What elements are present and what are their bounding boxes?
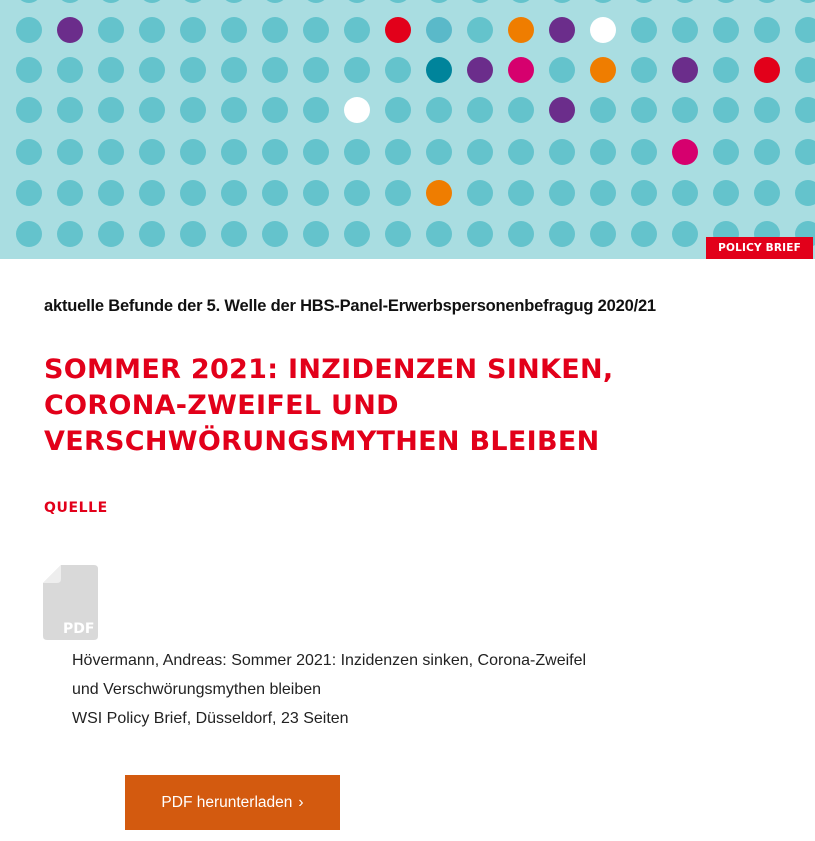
pattern-dot xyxy=(16,180,42,206)
pattern-dot xyxy=(549,57,575,83)
pattern-dot xyxy=(16,97,42,123)
pattern-dot xyxy=(672,0,698,3)
pattern-dot xyxy=(795,17,815,43)
pattern-dot xyxy=(262,17,288,43)
pattern-dot xyxy=(508,17,534,43)
pattern-dot xyxy=(344,0,370,3)
pattern-dot xyxy=(426,0,452,3)
pattern-dot xyxy=(16,139,42,165)
pattern-dot xyxy=(139,139,165,165)
pattern-dot xyxy=(590,17,616,43)
pattern-dot xyxy=(672,221,698,247)
pattern-dot xyxy=(344,97,370,123)
pattern-dot xyxy=(139,57,165,83)
pattern-dot xyxy=(139,180,165,206)
pattern-dot xyxy=(549,0,575,3)
pattern-dot xyxy=(631,97,657,123)
pattern-dot xyxy=(467,139,493,165)
pattern-dot xyxy=(795,0,815,3)
pattern-dot xyxy=(467,57,493,83)
pattern-dot xyxy=(426,139,452,165)
pattern-dot xyxy=(672,17,698,43)
pattern-dot xyxy=(713,139,739,165)
pattern-dot xyxy=(180,180,206,206)
pattern-dot xyxy=(713,0,739,3)
pattern-dot xyxy=(590,57,616,83)
pattern-dot xyxy=(631,221,657,247)
pattern-dot xyxy=(508,0,534,3)
pattern-dot xyxy=(221,97,247,123)
pattern-dot xyxy=(754,97,780,123)
pattern-dot xyxy=(590,180,616,206)
pattern-dot xyxy=(672,139,698,165)
pattern-dot xyxy=(221,180,247,206)
pattern-dot xyxy=(631,139,657,165)
citation-line: und Verschwörungsmythen bleiben xyxy=(72,681,322,698)
pattern-dot xyxy=(262,97,288,123)
pattern-dot xyxy=(385,139,411,165)
pattern-dot xyxy=(508,221,534,247)
pattern-dot xyxy=(180,57,206,83)
pattern-dot xyxy=(754,17,780,43)
pattern-dot xyxy=(98,139,124,165)
pattern-dot xyxy=(467,180,493,206)
pattern-dot xyxy=(57,17,83,43)
pattern-dot xyxy=(426,17,452,43)
pattern-dot xyxy=(631,17,657,43)
header-banner xyxy=(0,0,815,259)
pattern-dot xyxy=(467,0,493,3)
pattern-dot xyxy=(549,17,575,43)
pattern-dot xyxy=(180,97,206,123)
pattern-dot xyxy=(221,17,247,43)
pdf-file-icon[interactable] xyxy=(43,565,98,640)
pattern-dot xyxy=(385,180,411,206)
pattern-dot xyxy=(754,139,780,165)
citation-line: Hövermann, Andreas: Sommer 2021: Inzidenzen sinken, Corona-Zweifel xyxy=(72,652,587,669)
pattern-dot xyxy=(467,97,493,123)
pattern-dot xyxy=(344,221,370,247)
pattern-dot xyxy=(672,180,698,206)
pattern-dot xyxy=(98,0,124,3)
pattern-dot xyxy=(262,57,288,83)
pattern-dot xyxy=(713,97,739,123)
pattern-dot xyxy=(303,139,329,165)
pattern-dot xyxy=(754,180,780,206)
pattern-dot xyxy=(713,57,739,83)
pattern-dot xyxy=(180,139,206,165)
pattern-dot xyxy=(508,180,534,206)
pattern-dot xyxy=(262,0,288,3)
pattern-dot xyxy=(549,180,575,206)
pattern-dot xyxy=(57,139,83,165)
download-pdf-button[interactable] xyxy=(125,775,340,830)
pattern-dot xyxy=(344,139,370,165)
pattern-dot xyxy=(98,17,124,43)
policy-brief-badge: POLICY BRIEF xyxy=(706,237,813,259)
pattern-dot xyxy=(590,139,616,165)
pattern-dot xyxy=(98,97,124,123)
pdf-icon-label: PDF xyxy=(63,621,95,637)
pattern-dot xyxy=(508,97,534,123)
pattern-dot xyxy=(221,0,247,3)
pattern-dot xyxy=(16,221,42,247)
pattern-dot xyxy=(139,221,165,247)
pattern-dot xyxy=(16,57,42,83)
pattern-dot xyxy=(385,17,411,43)
pattern-dot xyxy=(303,180,329,206)
pattern-dot xyxy=(262,180,288,206)
pattern-dot xyxy=(303,17,329,43)
pattern-dot xyxy=(713,17,739,43)
pattern-dot xyxy=(180,17,206,43)
pattern-dot xyxy=(262,139,288,165)
pattern-dot xyxy=(180,0,206,3)
pattern-dot xyxy=(508,57,534,83)
pattern-dot xyxy=(221,57,247,83)
pattern-dot xyxy=(344,57,370,83)
pattern-dot xyxy=(385,97,411,123)
pattern-dot xyxy=(303,57,329,83)
pattern-dot xyxy=(98,180,124,206)
pattern-dot xyxy=(344,17,370,43)
pattern-dot xyxy=(549,97,575,123)
pattern-dot xyxy=(303,221,329,247)
pattern-dot xyxy=(590,221,616,247)
pattern-dot xyxy=(672,57,698,83)
chevron-right-icon: › xyxy=(298,793,304,811)
pattern-dot xyxy=(754,0,780,3)
pattern-dot xyxy=(16,0,42,3)
pattern-dot xyxy=(98,57,124,83)
pattern-dot xyxy=(795,97,815,123)
pattern-dot xyxy=(590,0,616,3)
citation xyxy=(72,646,692,733)
pattern-dot xyxy=(221,139,247,165)
pattern-dot xyxy=(631,0,657,3)
article-title: SOMMER 2021: INZIDENZEN SINKEN, CORONA-ZWEIFEL UND VERSCHWÖRUNGSMYTHEN BLEIBEN xyxy=(44,354,614,457)
pattern-dot xyxy=(385,57,411,83)
pattern-dot xyxy=(631,180,657,206)
pattern-dot xyxy=(221,221,247,247)
pattern-dot xyxy=(426,57,452,83)
pattern-dot xyxy=(344,180,370,206)
source-heading: QUELLE xyxy=(44,500,108,516)
download-label: PDF herunterladen xyxy=(161,793,293,811)
pattern-dot xyxy=(426,97,452,123)
pattern-dot xyxy=(303,97,329,123)
pattern-dot xyxy=(57,221,83,247)
pattern-dot xyxy=(549,221,575,247)
pattern-dot xyxy=(467,17,493,43)
pattern-dot xyxy=(426,221,452,247)
pattern-dot xyxy=(16,17,42,43)
pattern-dot xyxy=(631,57,657,83)
pattern-dot xyxy=(385,0,411,3)
pattern-dot xyxy=(795,139,815,165)
pattern-dot xyxy=(57,97,83,123)
pattern-dot xyxy=(303,0,329,3)
pattern-dot xyxy=(57,57,83,83)
citation-line: WSI Policy Brief, Düsseldorf, 23 Seiten xyxy=(72,710,349,727)
pattern-dot xyxy=(98,221,124,247)
pattern-dot xyxy=(795,180,815,206)
pattern-dot xyxy=(549,139,575,165)
pattern-dot xyxy=(508,139,534,165)
pattern-dot xyxy=(385,221,411,247)
pattern-dot xyxy=(426,180,452,206)
pattern-dot xyxy=(467,221,493,247)
pattern-dot xyxy=(713,180,739,206)
pattern-dot xyxy=(139,17,165,43)
article-subtitle: aktuelle Befunde der 5. Welle der HBS-Panel-Erwerbspersonenbefragug 2020/21 xyxy=(44,297,656,315)
pattern-dot xyxy=(180,221,206,247)
pattern-dot xyxy=(590,97,616,123)
pattern-dot xyxy=(139,97,165,123)
pattern-dot xyxy=(57,0,83,3)
pattern-dot xyxy=(795,57,815,83)
pattern-dot xyxy=(262,221,288,247)
pattern-dot xyxy=(139,0,165,3)
pattern-dot xyxy=(672,97,698,123)
pattern-dot xyxy=(57,180,83,206)
pattern-dot xyxy=(754,57,780,83)
